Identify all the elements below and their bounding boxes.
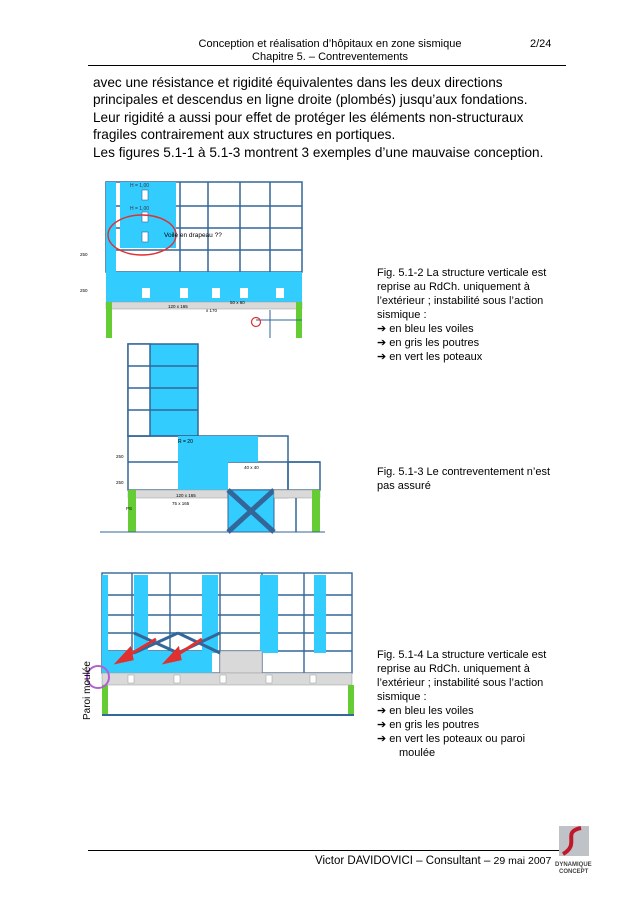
caption-title: Fig. 5.1-2 La structure verticale est reprise au RdCh. uniquement à l’extérieur ; instabilité sous l’action sismique :	[377, 267, 547, 321]
label-h1: H = 1,00	[130, 183, 150, 189]
figure-5-1-3	[80, 338, 330, 538]
caption-item: ➔ en vert les poteaux ou paroi	[377, 733, 526, 745]
paragraph: Leur rigidité a aussi pour effet de protéger les éléments non-structuraux fragiles contrairement aux structures en portiques.	[93, 109, 524, 143]
label-paroi: Paroi moulée	[82, 661, 93, 720]
header-divider	[88, 65, 566, 66]
caption-item-cont: moulée	[399, 747, 436, 759]
caption-5-1-2	[377, 266, 567, 364]
label-dim2: 50 x 60	[230, 300, 245, 305]
paragraph: Les figures 5.1-1 à 5.1-3 montrent 3 exemples d’une mauvaise conception.	[93, 144, 544, 160]
caption-item: ➔ en gris les poutres	[377, 719, 480, 731]
label-lvl1: 250	[80, 252, 88, 257]
label-dim1: 40 x 40	[244, 465, 259, 470]
footer-divider	[88, 850, 566, 851]
footer-author	[315, 855, 551, 867]
caption-item: ➔ en bleu les voiles	[377, 323, 474, 335]
label-dim3: 75 x 165	[172, 501, 190, 506]
label-ps: PS	[126, 506, 133, 511]
dynamique-concept-logo	[551, 826, 601, 878]
page-number: 2/24	[530, 38, 552, 50]
label-dim1: 120 x 165	[168, 304, 188, 309]
logo-line2: CONCEPT	[559, 869, 589, 875]
label-lvl2: 250	[116, 480, 124, 485]
label-h2: H = 1,00	[130, 206, 150, 212]
header-subtitle: Chapitre 5. – Contreventements	[252, 51, 408, 63]
body-text	[93, 74, 567, 161]
caption-5-1-3	[377, 465, 567, 493]
caption-5-1-4	[377, 648, 567, 760]
caption-title: Fig. 5.1-3 Le contreventement n’est pas assuré	[377, 466, 551, 492]
footer-author-name: Victor DAVIDOVICI – Consultant –	[315, 855, 494, 867]
label-lvl1: 250	[116, 454, 124, 459]
paragraph: avec une résistance et rigidité équivalentes dans les deux directions principales et descendus en ligne droite (plombés) jusqu’aux fondations.	[93, 75, 528, 108]
caption-title: Fig. 5.1-4 La structure verticale est reprise au RdCh. uniquement à l’extérieur ; instabilité sous l’action sismique :	[377, 649, 547, 703]
figure-5-1-4	[78, 565, 362, 745]
footer-date: 29 mai 2007	[493, 855, 552, 867]
label-r: R = 20	[178, 439, 193, 445]
header-title: Conception et réalisation d’hôpitaux en zone sismique	[198, 38, 462, 50]
figure-5-1-2	[80, 170, 310, 340]
label-flag: Voile en drapeau ??	[164, 232, 222, 239]
label-dim2: 120 x 165	[176, 493, 196, 498]
logo-line1: DYNAMIQUE	[555, 862, 592, 868]
caption-item: ➔ en vert les poteaux	[377, 351, 483, 363]
caption-item: ➔ en gris les poutres	[377, 337, 480, 349]
caption-item: ➔ en bleu les voiles	[377, 705, 474, 717]
label-lvl2: 250	[80, 288, 88, 293]
label-dim3: x 170	[206, 308, 218, 313]
